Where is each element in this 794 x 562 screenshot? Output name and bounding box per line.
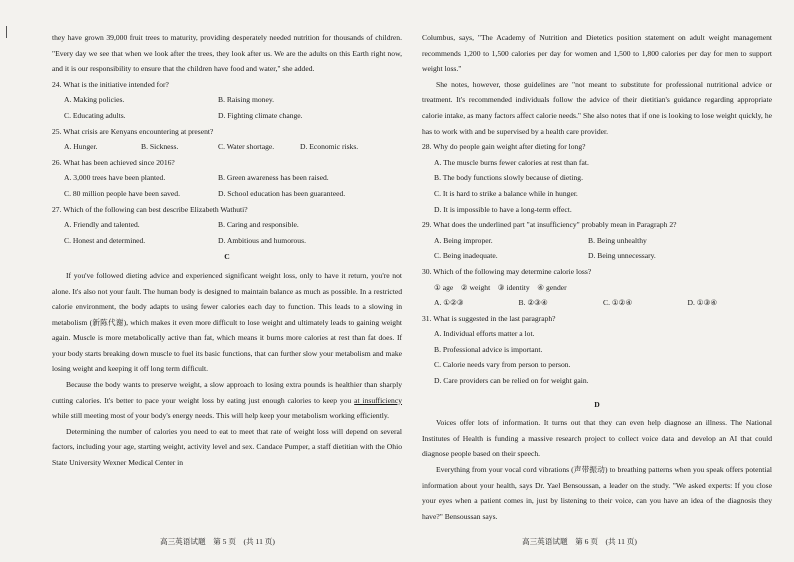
- option-a: A. 3,000 trees have been planted.: [64, 173, 166, 183]
- option-a: A. Hunger.: [64, 142, 98, 152]
- question-27: 27. Which of the following can best describe Elizabeth Wathuti?: [52, 204, 248, 214]
- option-a: A. Individual efforts matter a lot.: [434, 329, 535, 339]
- page-footer-5: 高三英语试题 第 5 页 (共 11 页): [160, 537, 275, 546]
- option-c: C. 80 million people have been saved.: [64, 188, 180, 198]
- passage-c-paragraph-4: She notes, however, those guidelines are "not meant to substitute for professional nutritional advice or treatment. It's recommended individuals follow the advice of their dietitian's guidance regarding appropriate calorie intake, as many factors affect calorie needs." She also notes that if one is looking to lose weight quickly, he has to work with and be supervised by a health care provider.: [422, 79, 772, 136]
- option-a: A. The muscle burns fewer calories at rest than fat.: [434, 157, 589, 167]
- option-b: B. Professional advice is important.: [434, 344, 543, 354]
- question-29: 29. What does the underlined part "at insufficiency" probably mean in Paragraph 2?: [422, 220, 677, 230]
- option-d: D. Ambitious and humorous.: [218, 235, 306, 245]
- option-b: B. Green awareness has been raised.: [218, 173, 329, 183]
- passage-c-paragraph-3-cont: Columbus, says, "The Academy of Nutrition and Dietetics position statement on adult weight management recommends 1,200 to 1,500 calories per day for women and 1,500 to 1,800 calories per day for men to support weight loss.": [422, 33, 772, 74]
- question-27-options: [52, 217, 402, 248]
- option-d: D. It is impossible to have a long-term effect.: [434, 204, 572, 214]
- passage-d-paragraph-1: Voices offer lots of information. It turns out that they can even help diagnose an illness. The National Institutes of Health is funding a massive research project to collect voice data and develop an AI that could diagnose people based on their speech.: [422, 418, 772, 459]
- section-c-heading: C: [224, 252, 230, 262]
- question-31-options: [422, 326, 772, 388]
- section-d-heading: D: [594, 399, 600, 409]
- question-25-options: [52, 139, 402, 155]
- option-a: A. Making policies.: [64, 95, 125, 105]
- question-28-options: [422, 155, 772, 217]
- option-c: C. It is hard to strike a balance while in hunger.: [434, 188, 578, 198]
- option-a: A. Being improper.: [434, 235, 493, 245]
- underlined-phrase: at insufficiency: [354, 395, 403, 405]
- option-b: B. Raising money.: [218, 95, 275, 105]
- question-26-options: [52, 170, 402, 201]
- scan-mark: [6, 26, 7, 38]
- passage-c-paragraph-3: Determining the number of calories you need to eat to meet that rate of weight loss will depend on several factors, including your age, starting weight, activity level and sex. Candace Pumper, a staff dietitian with the Ohio State University Wexner Medical Center in: [52, 426, 402, 468]
- option-b: B. Sickness.: [141, 142, 179, 152]
- option-b: B. ②③④: [518, 298, 548, 308]
- question-28: 28. Why do people gain weight after dieting for long?: [422, 142, 586, 152]
- option-d: D. Care providers can be relied on for weight gain.: [434, 376, 589, 386]
- question-25: 25. What crisis are Kenyans encountering at present?: [52, 126, 214, 136]
- passage-c-paragraph-2: Because the body wants to preserve weight, a slow approach to losing extra pounds is healthier than sharply cutting calories. It's better to pace your weight loss by eating just enough calories to keep you at insufficiency while still meeting most of your body's energy needs. This will help keep your metabolism working efficiently.: [52, 380, 403, 421]
- page-footer-6: 高三英语试题 第 6 页 (共 11 页): [522, 537, 637, 546]
- option-b: B. Being unhealthy: [588, 235, 647, 245]
- right-page: [422, 30, 772, 524]
- left-page: [52, 30, 402, 471]
- option-d: D. ①③④: [687, 298, 718, 308]
- option-a: A. Friendly and talented.: [64, 220, 140, 230]
- passage-b-ending: they have grown 39,000 fruit trees to maturity, providing desperately needed nutrition for thousands of children. "Every day we see that when we look after the trees, they look after us. We are the adults on this Earth right now, and it is our responsibility to ensure that the children have food and water," she added.: [52, 33, 402, 74]
- option-a: A. ①②③: [434, 298, 464, 308]
- question-30: 30. Which of the following may determine calorie loss?: [422, 266, 592, 276]
- option-c: C. Being inadequate.: [434, 251, 498, 261]
- option-b: B. Caring and responsible.: [218, 220, 299, 230]
- option-d: D. Being unnecessary.: [588, 251, 656, 261]
- question-26: 26. What has been achieved since 2016?: [52, 157, 175, 167]
- question-30-options: [422, 295, 772, 311]
- question-24: 24. What is the initiative intended for?: [52, 79, 169, 89]
- option-c: C. Calorie needs vary from person to person.: [434, 360, 571, 370]
- option-d: D. School education has been guaranteed.: [218, 188, 346, 198]
- question-24-options: [52, 92, 402, 123]
- passage-d-paragraph-2: Everything from your vocal cord vibrations (声带振动) to breathing patterns when you speak offers potential information about your health, says Dr. Yael Bensoussan, a leader on the study. "We asked experts: If you close your eyes when a patient comes in, just by listening to their voice, can you have an idea of the diagnosis they have?" Bensoussan says.: [422, 465, 772, 521]
- question-30-items: ① age ② weight ③ identity ④ gender: [434, 282, 567, 292]
- option-c: C. Water shortage.: [218, 142, 275, 152]
- option-c: C. ①②④: [603, 298, 633, 308]
- option-c: C. Educating adults.: [64, 110, 126, 120]
- option-c: C. Honest and determined.: [64, 235, 146, 245]
- option-d: D. Economic risks.: [300, 142, 359, 152]
- question-29-options: [422, 233, 772, 264]
- question-31: 31. What is suggested in the last paragraph?: [422, 313, 556, 323]
- passage-c-paragraph-1: If you've followed dieting advice and experienced significant weight loss, only to have it return, you're not alone. It's also not your fault. The human body is designed to maintain balance as much as possible. In a restricted calorie environment, the body adapts to using fewer calories each day to function. This leads to a slowing in metabolism (新陈代谢), which makes it even more difficult to lose weight and ultimately leads to gaining weight again. Muscle is more metabolically active than fat, which means it burns more calories at rest than fat does. If your body starts breaking down muscle to fuel its basic functions, that can further slow your metabolism and make losing weight and keeping it off long term difficult.: [52, 270, 402, 374]
- option-d: D. Fighting climate change.: [218, 110, 303, 120]
- option-b: B. The body functions slowly because of dieting.: [434, 173, 583, 183]
